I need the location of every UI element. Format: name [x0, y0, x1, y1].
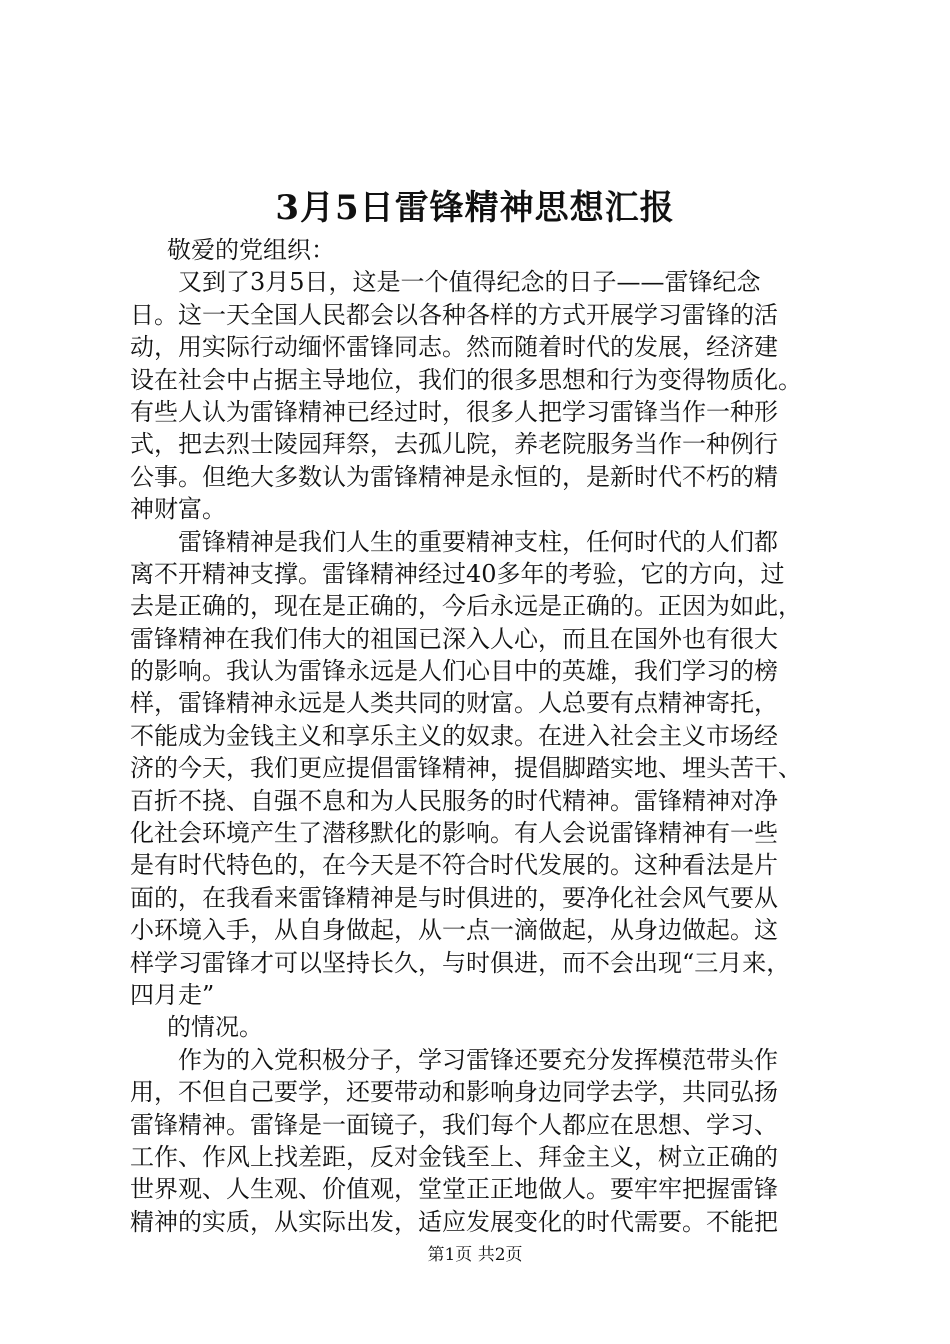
text-line: 有些人认为雷锋精神已经过时，很多人把学习雷锋当作一种形: [130, 397, 778, 426]
text-line: 样，雷锋精神永远是人类共同的财富。人总要有点精神寄托，: [130, 689, 778, 718]
text-line: 去是正确的，现在是正确的，今后永远是正确的。正因为如此，: [130, 592, 802, 621]
text-line: 雷锋精神在我们伟大的祖国已深入人心，而且在国外也有很大: [130, 624, 778, 653]
text-line: 设在社会中占据主导地位，我们的很多思想和行为变得物质化。: [130, 365, 802, 394]
text-line: 四月走”: [130, 980, 215, 1009]
text-line: 工作、作风上找差距，反对金钱至上、拜金主义，树立正确的: [130, 1142, 778, 1171]
text-line: 用，不但自己要学，还要带动和影响身边同学去学，共同弘扬: [130, 1078, 778, 1107]
text-line: 面的，在我看来雷锋精神是与时俱进的，要净化社会风气要从: [130, 883, 778, 912]
salutation-line: 敬爱的党组织：: [167, 236, 335, 264]
text-line: 精神的实质，从实际出发，适应发展变化的时代需要。不能把: [130, 1207, 778, 1236]
text-line: 又到了3月5日，这是一个值得纪念的日子——雷锋纪念: [178, 268, 761, 297]
text-line: 不能成为金钱主义和享乐主义的奴隶。在进入社会主义市场经: [130, 721, 778, 750]
text-line: 济的今天，我们更应提倡雷锋精神，提倡脚踏实地、埋头苦干、: [130, 754, 802, 783]
text-line: 百折不挠、自强不息和为人民服务的时代精神。雷锋精神对净: [130, 786, 778, 815]
page-footer: 第1页 共2页: [427, 1245, 523, 1265]
text-line: 世界观、人生观、价值观，堂堂正正地做人。要牢牢把握雷锋: [130, 1175, 778, 1204]
text-line: 日。这一天全国人民都会以各种各样的方式开展学习雷锋的活: [130, 300, 778, 329]
text-line: 雷锋精神是我们人生的重要精神支柱，任何时代的人们都: [178, 527, 778, 556]
text-line: 作为的入党积极分子，学习雷锋还要充分发挥模范带头作: [178, 1045, 778, 1074]
document-body: [130, 234, 850, 1238]
text-line: 的影响。我认为雷锋永远是人们心目中的英雄，我们学习的榜: [130, 657, 778, 686]
text-line: 样学习雷锋才可以坚持长久，与时俱进，而不会出现“三月来，: [130, 948, 791, 977]
text-line: 神财富。: [130, 495, 226, 524]
document-title: 3月5日雷锋精神思想汇报: [275, 188, 675, 228]
text-line: 的情况。: [167, 1013, 263, 1042]
text-line: 雷锋精神。雷锋是一面镜子，我们每个人都应在思想、学习、: [130, 1110, 778, 1139]
text-line: 式，把去烈士陵园拜祭，去孤儿院，养老院服务当作一种例行: [130, 430, 778, 459]
text-line: 是有时代特色的，在今天是不符合时代发展的。这种看法是片: [130, 851, 778, 880]
text-line: 动，用实际行动缅怀雷锋同志。然而随着时代的发展，经济建: [130, 333, 778, 362]
text-line: 小环境入手，从自身做起，从一点一滴做起，从身边做起。这: [130, 916, 778, 945]
text-line: 化社会环境产生了潜移默化的影响。有人会说雷锋精神有一些: [130, 819, 778, 848]
text-line: 离不开精神支撑。雷锋精神经过40多年的考验，它的方向，过: [130, 559, 785, 588]
text-line: 公事。但绝大多数认为雷锋精神是永恒的，是新时代不朽的精: [130, 462, 778, 491]
